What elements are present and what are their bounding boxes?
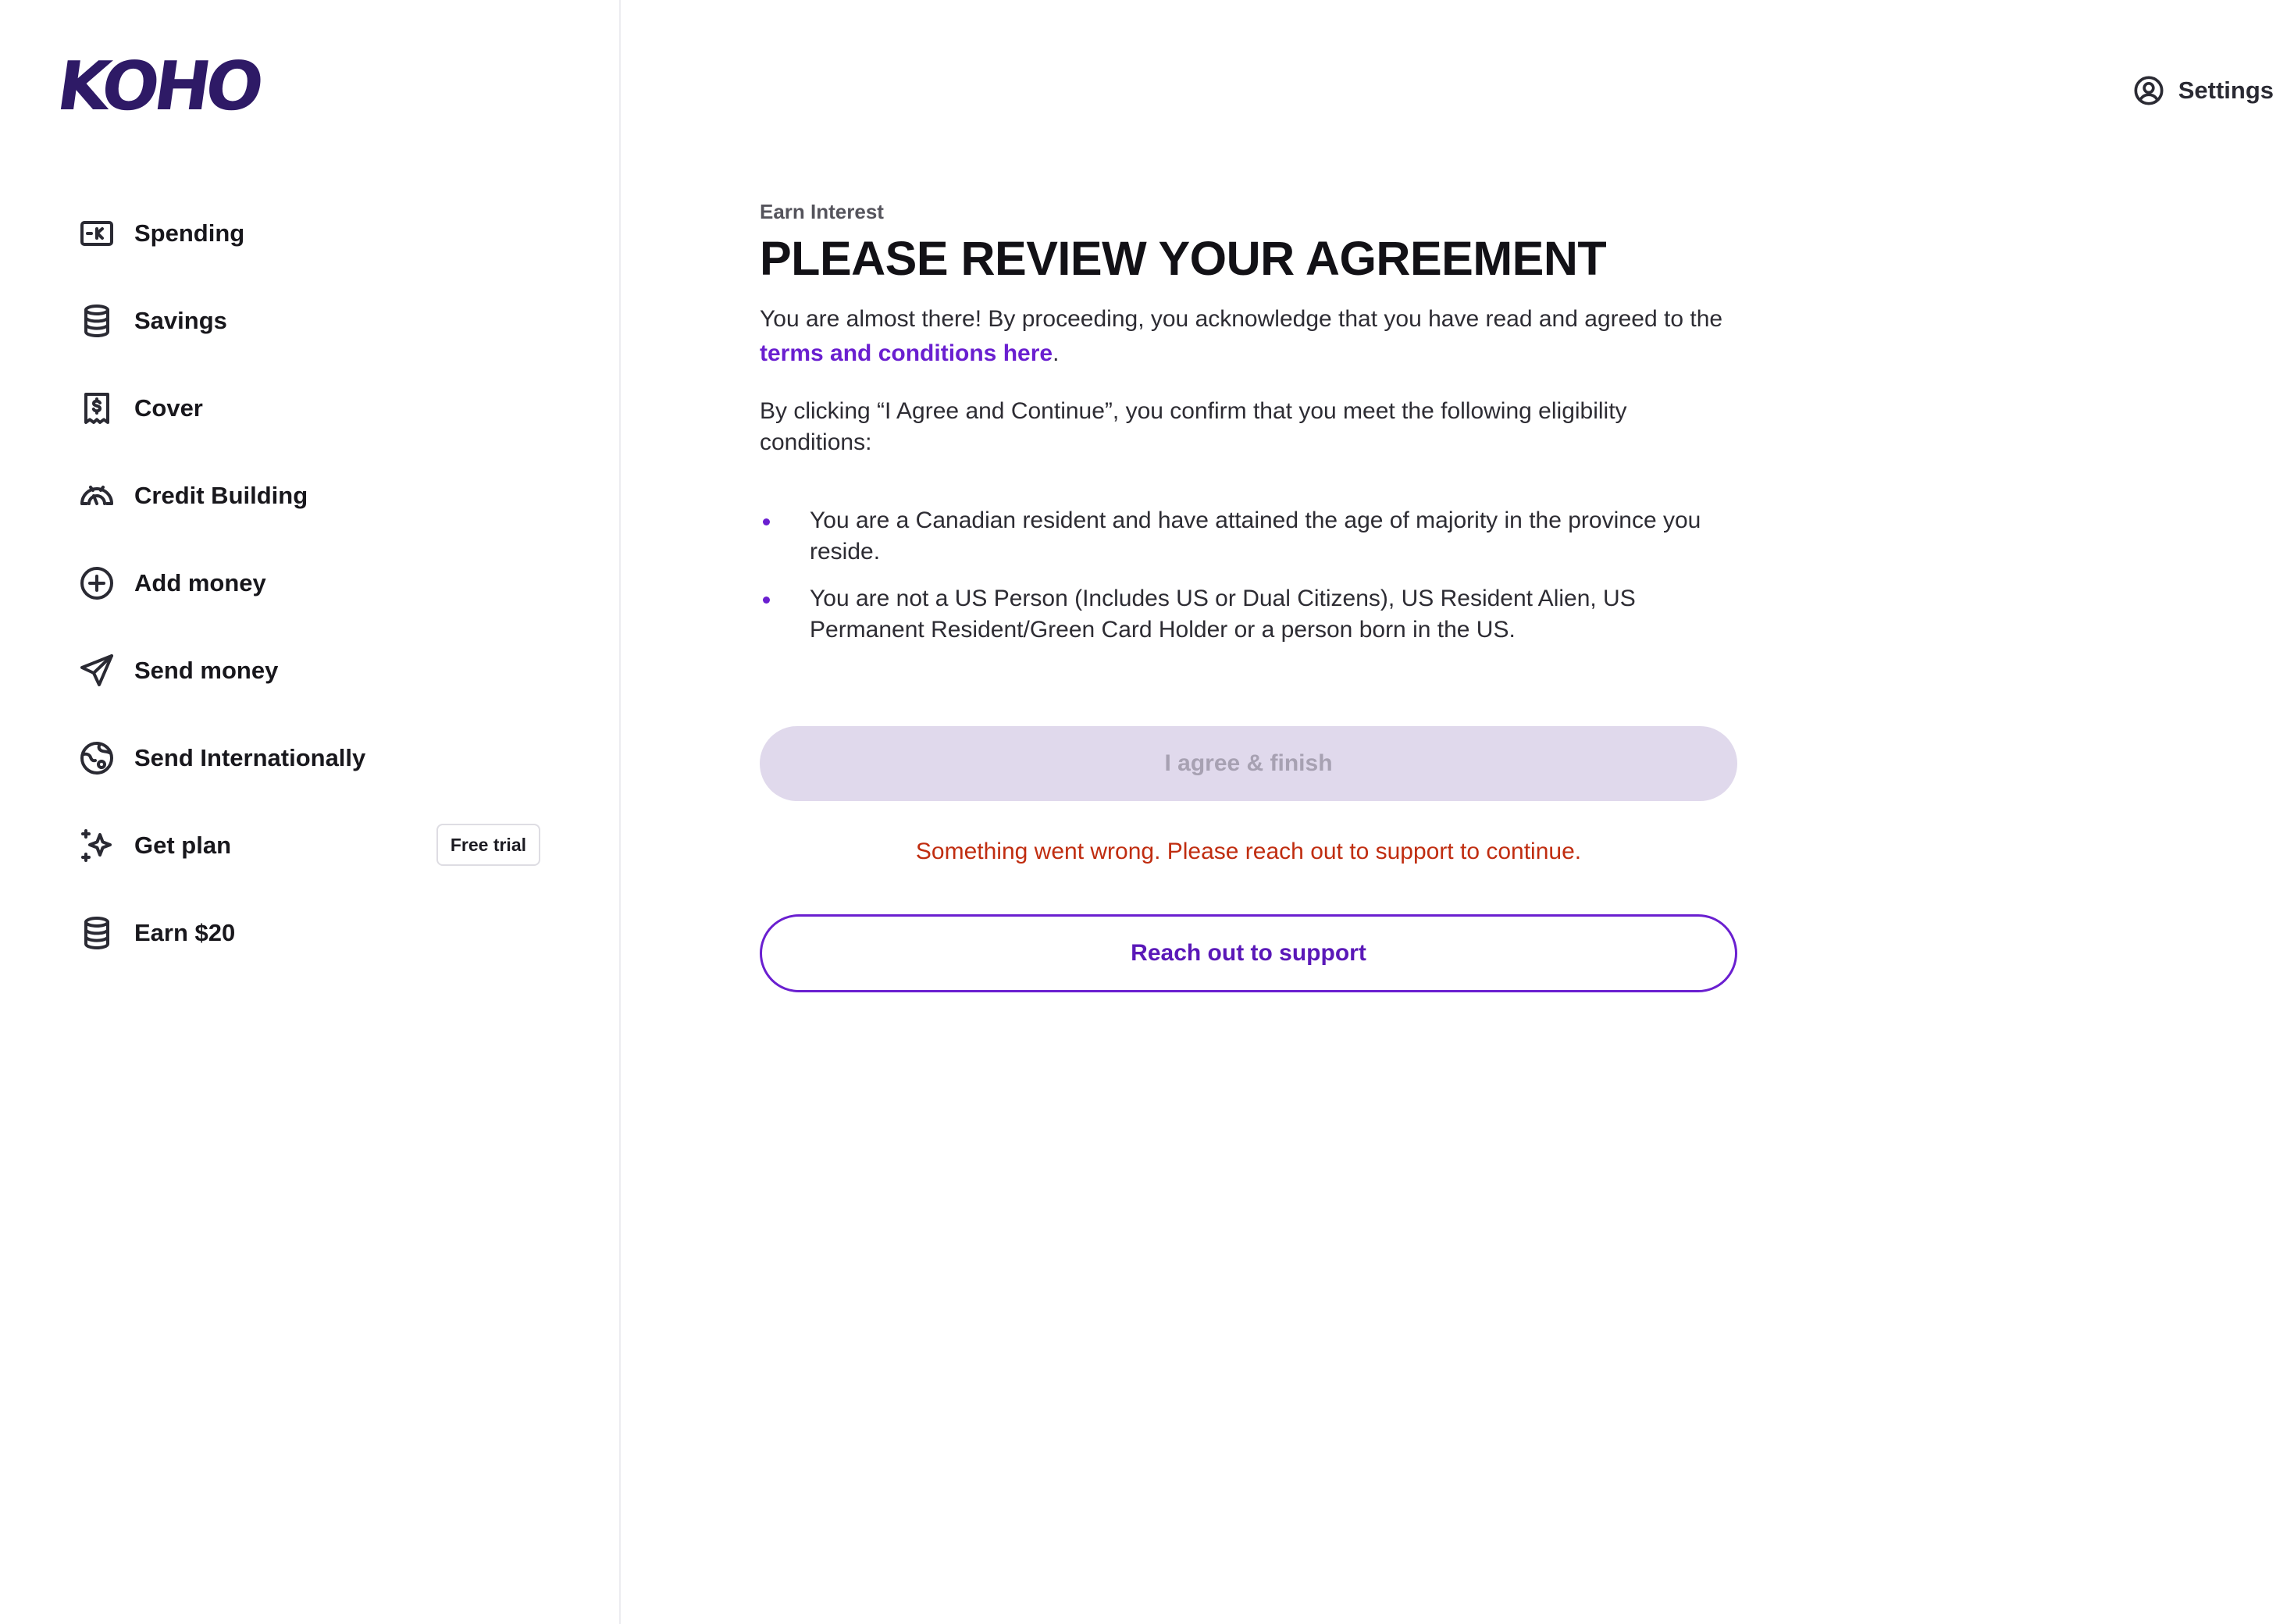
sparkle-icon	[75, 824, 119, 867]
reach-support-button[interactable]: Reach out to support	[760, 914, 1737, 992]
terms-link[interactable]: terms and conditions here	[760, 340, 1053, 367]
eligibility-text: By clicking “I Agree and Continue”, you confirm that you meet the following eligibility conditions:	[760, 398, 1627, 456]
sidebar-item-spending[interactable]	[75, 190, 536, 277]
sidebar-item-label: Cover	[134, 394, 203, 422]
paper-plane-icon	[75, 649, 119, 693]
sidebar-nav	[75, 190, 536, 977]
card-dollar-icon	[75, 212, 119, 255]
intro-text-end: .	[1053, 340, 1060, 367]
plus-circle-icon	[75, 561, 119, 605]
sidebar-item-label: Add money	[134, 569, 266, 597]
sidebar-item-send-internationally[interactable]	[75, 714, 536, 802]
sidebar	[0, 0, 621, 1624]
agreement-panel	[760, 200, 1737, 966]
koho-logo[interactable]: KOHO	[52, 48, 265, 126]
sidebar-item-credit-building[interactable]	[75, 452, 536, 540]
sidebar-item-add-money[interactable]	[75, 540, 536, 627]
globe-icon	[75, 736, 119, 780]
settings-button[interactable]	[2133, 75, 2274, 106]
sidebar-item-cover[interactable]	[75, 365, 536, 452]
settings-label: Settings	[2178, 77, 2274, 104]
gauge-icon	[75, 474, 119, 518]
list-item: You are not a US Person (Includes US or Dual Citizens), US Resident Alien, US Permanent Resident/Green Card Holder or a person born in the US.	[760, 583, 1737, 646]
sidebar-item-label: Get plan	[134, 832, 232, 859]
sidebar-item-earn[interactable]	[75, 889, 536, 977]
page-title: PLEASE REVIEW YOUR AGREEMENT	[760, 232, 1607, 285]
sidebar-item-label: Credit Building	[134, 482, 308, 509]
sidebar-item-savings[interactable]	[75, 277, 536, 365]
sidebar-item-label: Savings	[134, 307, 227, 334]
section-eyebrow: Earn Interest	[760, 200, 884, 223]
sidebar-item-label: Spending	[134, 219, 245, 247]
error-message: Something went wrong. Please reach out to support to continue.	[915, 839, 1582, 864]
sidebar-item-label: Earn $20	[134, 919, 236, 946]
coin-stack-icon	[75, 911, 119, 955]
intro-text	[760, 302, 1737, 371]
sidebar-item-send-money[interactable]	[75, 627, 536, 714]
list-item: You are a Canadian resident and have attained the age of majority in the province you reside.	[760, 505, 1737, 568]
sidebar-item-label: Send money	[134, 657, 279, 684]
intro-text-start: You are almost there! By proceeding, you acknowledge that you have read and agreed to the	[760, 306, 1723, 333]
user-circle-icon	[2133, 75, 2164, 106]
sidebar-item-get-plan[interactable]	[75, 802, 536, 889]
free-trial-badge: Free trial	[436, 824, 540, 866]
eligibility-list	[760, 505, 1737, 646]
agree-finish-button[interactable]: I agree & finish	[760, 726, 1737, 801]
coin-stack-icon	[75, 299, 119, 343]
sidebar-item-label: Send Internationally	[134, 744, 366, 771]
receipt-dollar-icon	[75, 386, 119, 430]
